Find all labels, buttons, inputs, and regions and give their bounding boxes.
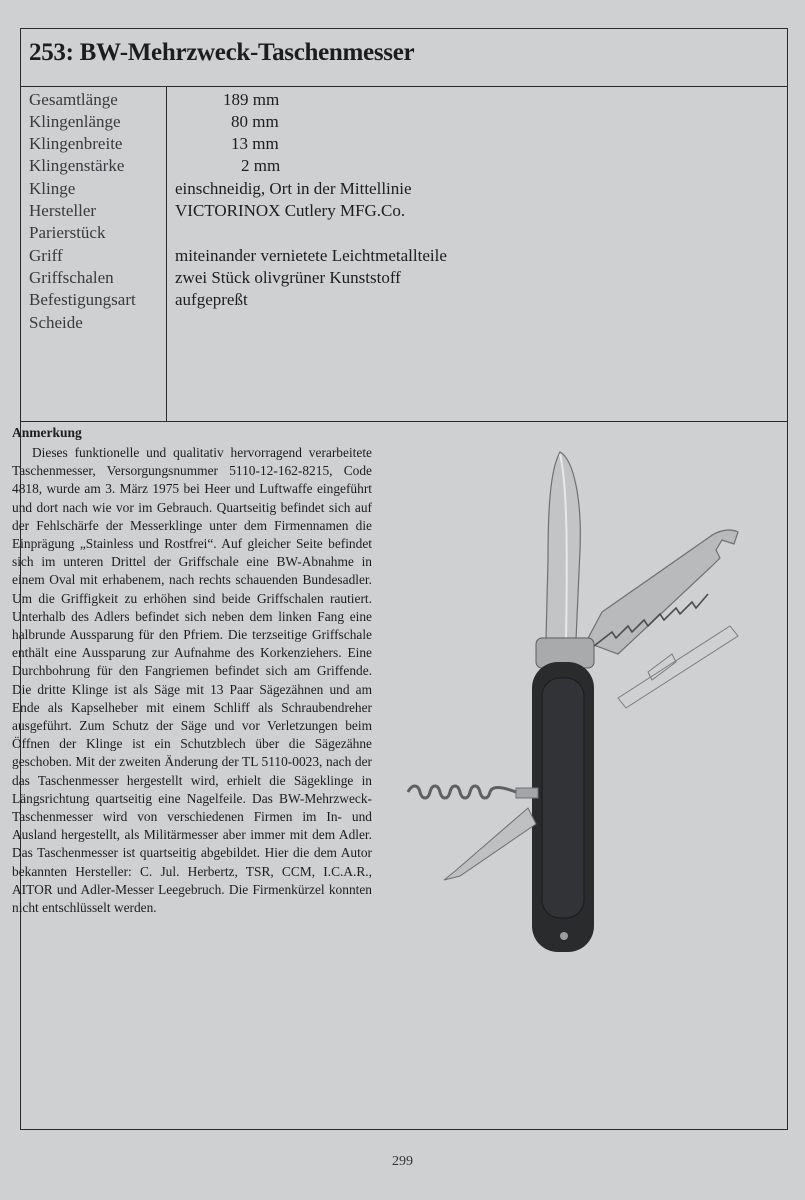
spec-label: Klinge — [29, 179, 76, 198]
spec-value: aufgepreßt — [175, 290, 248, 309]
page-number: 299 — [392, 1154, 413, 1169]
spec-label: Griff — [29, 246, 63, 265]
spec-value: 80 mm — [231, 112, 279, 131]
note-text: Dieses funktionelle und qualitativ hervorragend verarbeitete Taschenmesser, Versorgungsnummer 5110-12-162-8215, Code 4818, wurde am 3. März 1975 bei Heer und Luftwaffe eingeführt und dort nach wie vor im Gebrauch. Quartseitig befindet sich auf der Fehlschärfe der Messerklinge unter dem Firmennamen die Einprägung „Stainless und Rostfrei“. Auf gleicher Seite befindet sich im unteren Drittel der Griffschale eine BW-Abnahme in einem Oval mit erhabenem, nach rechts schauenden Bundesadler. Um die Griffigkeit zu erhöhen sind beide Griffschalen rautiert. Unterhalb des Adlers befindet sich neben dem linken Fang eine halbrunde Aussparung für den Pfriem. Die terzseitige Griffschale enthält eine Aussparung zur Aufnahme des Korkenziehers. Eine Durchbohrung für den Fangriemen befindet sich am Griffende. Die dritte Klinge ist als Säge mit 13 Paar Sägezähnen und am Ende als Kapselheber mit einem Schliff als Schraubendreher ausgeführt. Zum Schutz der Säge und vor Verletzungen beim Öffnen der Klinge ist ein Schutzblech über die Sägezähne geschoben. Mit der zweiten Änderung der TL 5110-0023, nach der das Taschenmesser hergestellt wird, erhielt die Sägeklinge in Längsrichtung quartseitig eine Nagelfeile. Das BW-Mehrzweck-Taschenmesser wird von verschiedenen Firmen im In- und Ausland hergestellt, als Militärmesser aber immer mit dem Adler. Das Taschenmesser ist quartseitig abgebildet. Hier die dem Autor bekannten Hersteller: C. Jul. Herbertz, TSR, CCM, I.C.A.R., AITOR und Adler-Messer Leegebruch. Die Firmenkürzel konnten nicht entschlüsselt werden. — [12, 445, 372, 916]
note-heading: Anmerkung — [12, 425, 82, 440]
spec-label: Klingenbreite — [29, 134, 123, 153]
spec-label: Klingenstärke — [29, 156, 125, 175]
spec-value: VICTORINOX Cutlery MFG.Co. — [175, 201, 406, 220]
spec-label: Scheide — [29, 313, 83, 332]
spec-row — [21, 267, 787, 289]
note-section — [12, 425, 372, 917]
spec-label: Hersteller — [29, 201, 97, 220]
spec-value: 189 mm — [223, 90, 280, 109]
spec-label: Griffschalen — [29, 268, 114, 287]
title-bar — [21, 29, 787, 87]
spec-row — [21, 245, 787, 267]
spec-row — [21, 222, 787, 244]
spec-value: zwei Stück olivgrüner Kunststoff — [175, 268, 401, 287]
page-title: 253: BW-Mehrzweck-Taschenmesser — [29, 39, 415, 66]
spec-row — [21, 111, 787, 133]
specs-table — [21, 86, 787, 422]
spec-value: 2 mm — [241, 156, 281, 175]
lanyard-hole — [560, 932, 568, 940]
small-blade — [444, 808, 536, 880]
spec-label: Befestigungsart — [29, 290, 136, 309]
spec-row — [21, 155, 787, 177]
spec-row — [21, 289, 787, 311]
spec-row — [21, 312, 787, 334]
nail-file-outline — [618, 626, 738, 708]
spec-label: Gesamtlänge — [29, 90, 118, 109]
spec-value: miteinander vernietete Leichtmetallteile — [175, 246, 447, 265]
spec-row — [21, 133, 787, 155]
spec-label: Klingenlänge — [29, 112, 121, 131]
spec-value: 13 mm — [231, 134, 279, 153]
handle-scale — [542, 678, 584, 918]
spec-row — [21, 200, 787, 222]
corkscrew — [408, 786, 516, 798]
spec-row — [21, 89, 787, 111]
spec-row — [21, 178, 787, 200]
pocket-knife-photo — [390, 440, 760, 970]
spec-value: einschneidig, Ort in der Mittellinie — [175, 179, 412, 198]
spec-label: Parierstück — [29, 223, 106, 242]
corkscrew-base — [516, 788, 538, 798]
